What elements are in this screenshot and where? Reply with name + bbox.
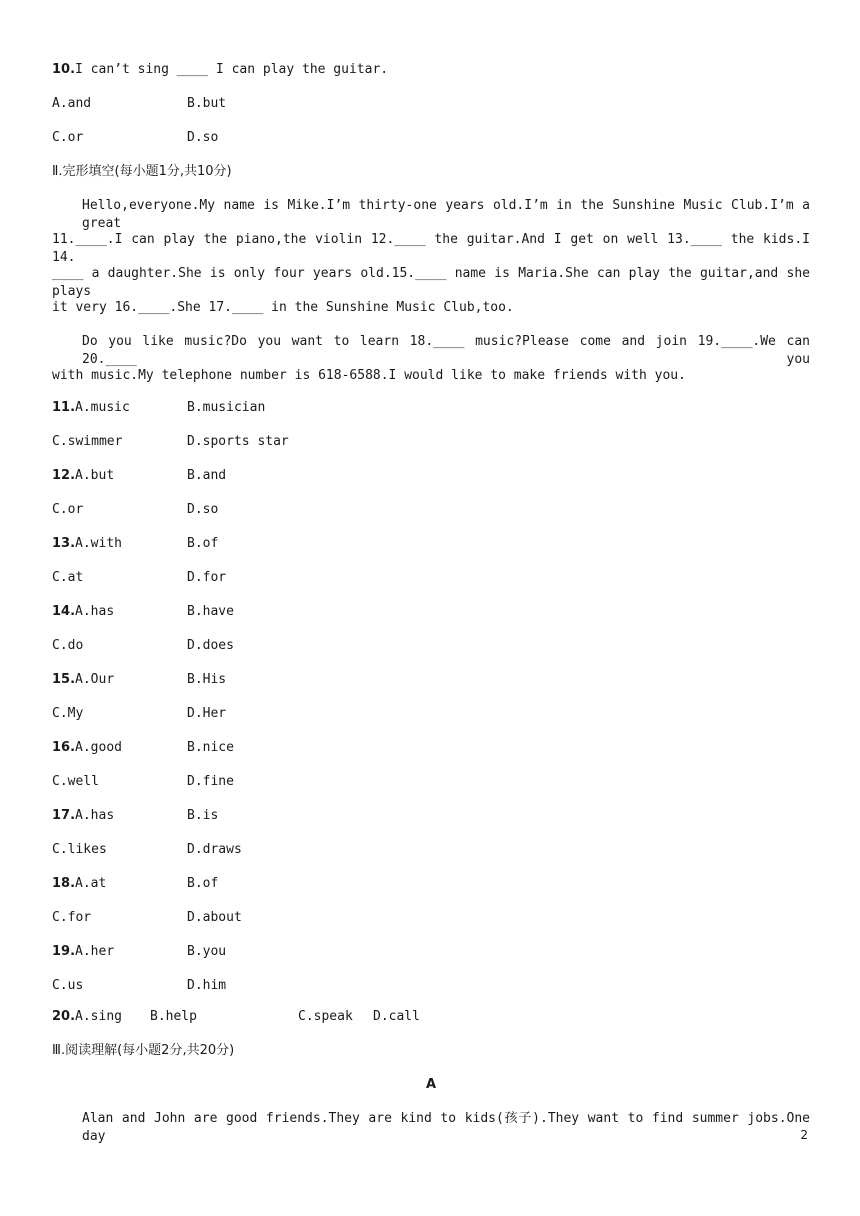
option-c: C.My bbox=[52, 706, 84, 721]
option-d: D.does bbox=[187, 638, 234, 653]
option-d: D.draws bbox=[187, 842, 242, 857]
question-number: 13. bbox=[52, 536, 76, 551]
question-number: 20. bbox=[52, 1009, 76, 1024]
question-row bbox=[52, 705, 352, 723]
option-a: A.sing bbox=[75, 1009, 122, 1024]
question-number: 16. bbox=[52, 740, 76, 755]
question-row bbox=[52, 535, 352, 553]
question-row bbox=[52, 943, 352, 961]
passage-line-6: with music.My telephone number is 618-6588.I would like to make friends with you. bbox=[52, 368, 686, 383]
option-a: A.with bbox=[75, 536, 122, 551]
question-row bbox=[52, 807, 352, 825]
option-d: D.so bbox=[187, 502, 219, 517]
option-c: C.do bbox=[52, 638, 84, 653]
option-a: A.has bbox=[75, 604, 115, 619]
question-number: 14. bbox=[52, 604, 76, 619]
question-row bbox=[52, 875, 352, 893]
page-number: 2 bbox=[800, 1128, 808, 1142]
option-b: B.and bbox=[187, 468, 227, 483]
option-a: A.music bbox=[75, 400, 130, 415]
question-row bbox=[52, 603, 352, 621]
question-row bbox=[52, 467, 352, 485]
option-a: A.and bbox=[52, 96, 92, 111]
section-2-heading: Ⅱ.完形填空(每小题1分,共10分) bbox=[52, 164, 232, 179]
option-a: A.Our bbox=[75, 672, 115, 687]
option-b: B.of bbox=[187, 876, 219, 891]
passage-line-3: ____ a daughter.She is only four years old.15.____ name is Maria.She can play the guitar,and she plays bbox=[52, 266, 810, 299]
option-a: A.at bbox=[75, 876, 107, 891]
section-3-heading: Ⅲ.阅读理解(每小题2分,共20分) bbox=[52, 1043, 235, 1058]
option-b: B.musician bbox=[187, 400, 266, 415]
question-row bbox=[52, 841, 352, 859]
question-row bbox=[52, 739, 352, 757]
passage-a-line-1: Alan and John are good friends.They are kind to kids(孩子).They want to find summer jobs.One day bbox=[82, 1111, 810, 1144]
question-number: 10. bbox=[52, 62, 76, 77]
option-c: C.us bbox=[52, 978, 84, 993]
question-row bbox=[52, 399, 352, 417]
option-a: A.her bbox=[75, 944, 115, 959]
option-c: C.speak bbox=[298, 1009, 353, 1024]
question-row bbox=[52, 909, 352, 927]
option-a: A.but bbox=[75, 468, 115, 483]
question-row bbox=[52, 433, 352, 451]
question-10-options-row-1 bbox=[52, 95, 352, 113]
question-number: 17. bbox=[52, 808, 76, 823]
passage-line-1: Hello,everyone.My name is Mike.I’m thirty-one years old.I’m in the Sunshine Music Club.I’m a great bbox=[82, 198, 810, 231]
question-row bbox=[52, 569, 352, 587]
passage-line-5: Do you like music?Do you want to learn 18.____ music?Please come and join 19.____.We can 20.____ you bbox=[82, 334, 810, 367]
question-20 bbox=[52, 1008, 452, 1026]
question-row bbox=[52, 501, 352, 519]
option-d: D.Her bbox=[187, 706, 227, 721]
question-text: I can’t sing ____ I can play the guitar. bbox=[75, 62, 389, 77]
option-c: C.or bbox=[52, 130, 84, 145]
option-d: D.about bbox=[187, 910, 242, 925]
option-d: D.so bbox=[187, 130, 219, 145]
option-a: A.good bbox=[75, 740, 122, 755]
question-number: 15. bbox=[52, 672, 76, 687]
option-d: D.him bbox=[187, 978, 227, 993]
option-c: C.well bbox=[52, 774, 99, 789]
question-number: 11. bbox=[52, 400, 76, 415]
question-row bbox=[52, 977, 352, 995]
option-c: C.at bbox=[52, 570, 84, 585]
question-number: 12. bbox=[52, 468, 76, 483]
question-row bbox=[52, 637, 352, 655]
option-d: D.fine bbox=[187, 774, 234, 789]
option-b: B.His bbox=[187, 672, 227, 687]
passage-line-2: 11.____.I can play the piano,the violin 12.____ the guitar.And I get on well 13.____ the kids.I 14. bbox=[52, 232, 810, 265]
option-b: B.nice bbox=[187, 740, 234, 755]
passage-line-4: it very 16.____.She 17.____ in the Sunshine Music Club,too. bbox=[52, 300, 514, 315]
option-b: B.but bbox=[187, 96, 227, 111]
option-d: D.sports star bbox=[187, 434, 289, 449]
question-10-options-row-2 bbox=[52, 129, 352, 147]
option-b: B.is bbox=[187, 808, 219, 823]
question-number: 19. bbox=[52, 944, 76, 959]
option-d: D.call bbox=[373, 1009, 420, 1024]
option-b: B.of bbox=[187, 536, 219, 551]
option-c: C.or bbox=[52, 502, 84, 517]
option-b: B.have bbox=[187, 604, 234, 619]
question-row bbox=[52, 671, 352, 689]
option-a: A.has bbox=[75, 808, 115, 823]
option-c: C.swimmer bbox=[52, 434, 123, 449]
option-d: D.for bbox=[187, 570, 227, 585]
option-b: B.help bbox=[150, 1009, 197, 1024]
option-c: C.likes bbox=[52, 842, 107, 857]
question-row bbox=[52, 773, 352, 791]
question-10-stem bbox=[52, 61, 388, 79]
question-number: 18. bbox=[52, 876, 76, 891]
option-b: B.you bbox=[187, 944, 227, 959]
passage-a-title: A bbox=[425, 1077, 437, 1092]
option-c: C.for bbox=[52, 910, 92, 925]
